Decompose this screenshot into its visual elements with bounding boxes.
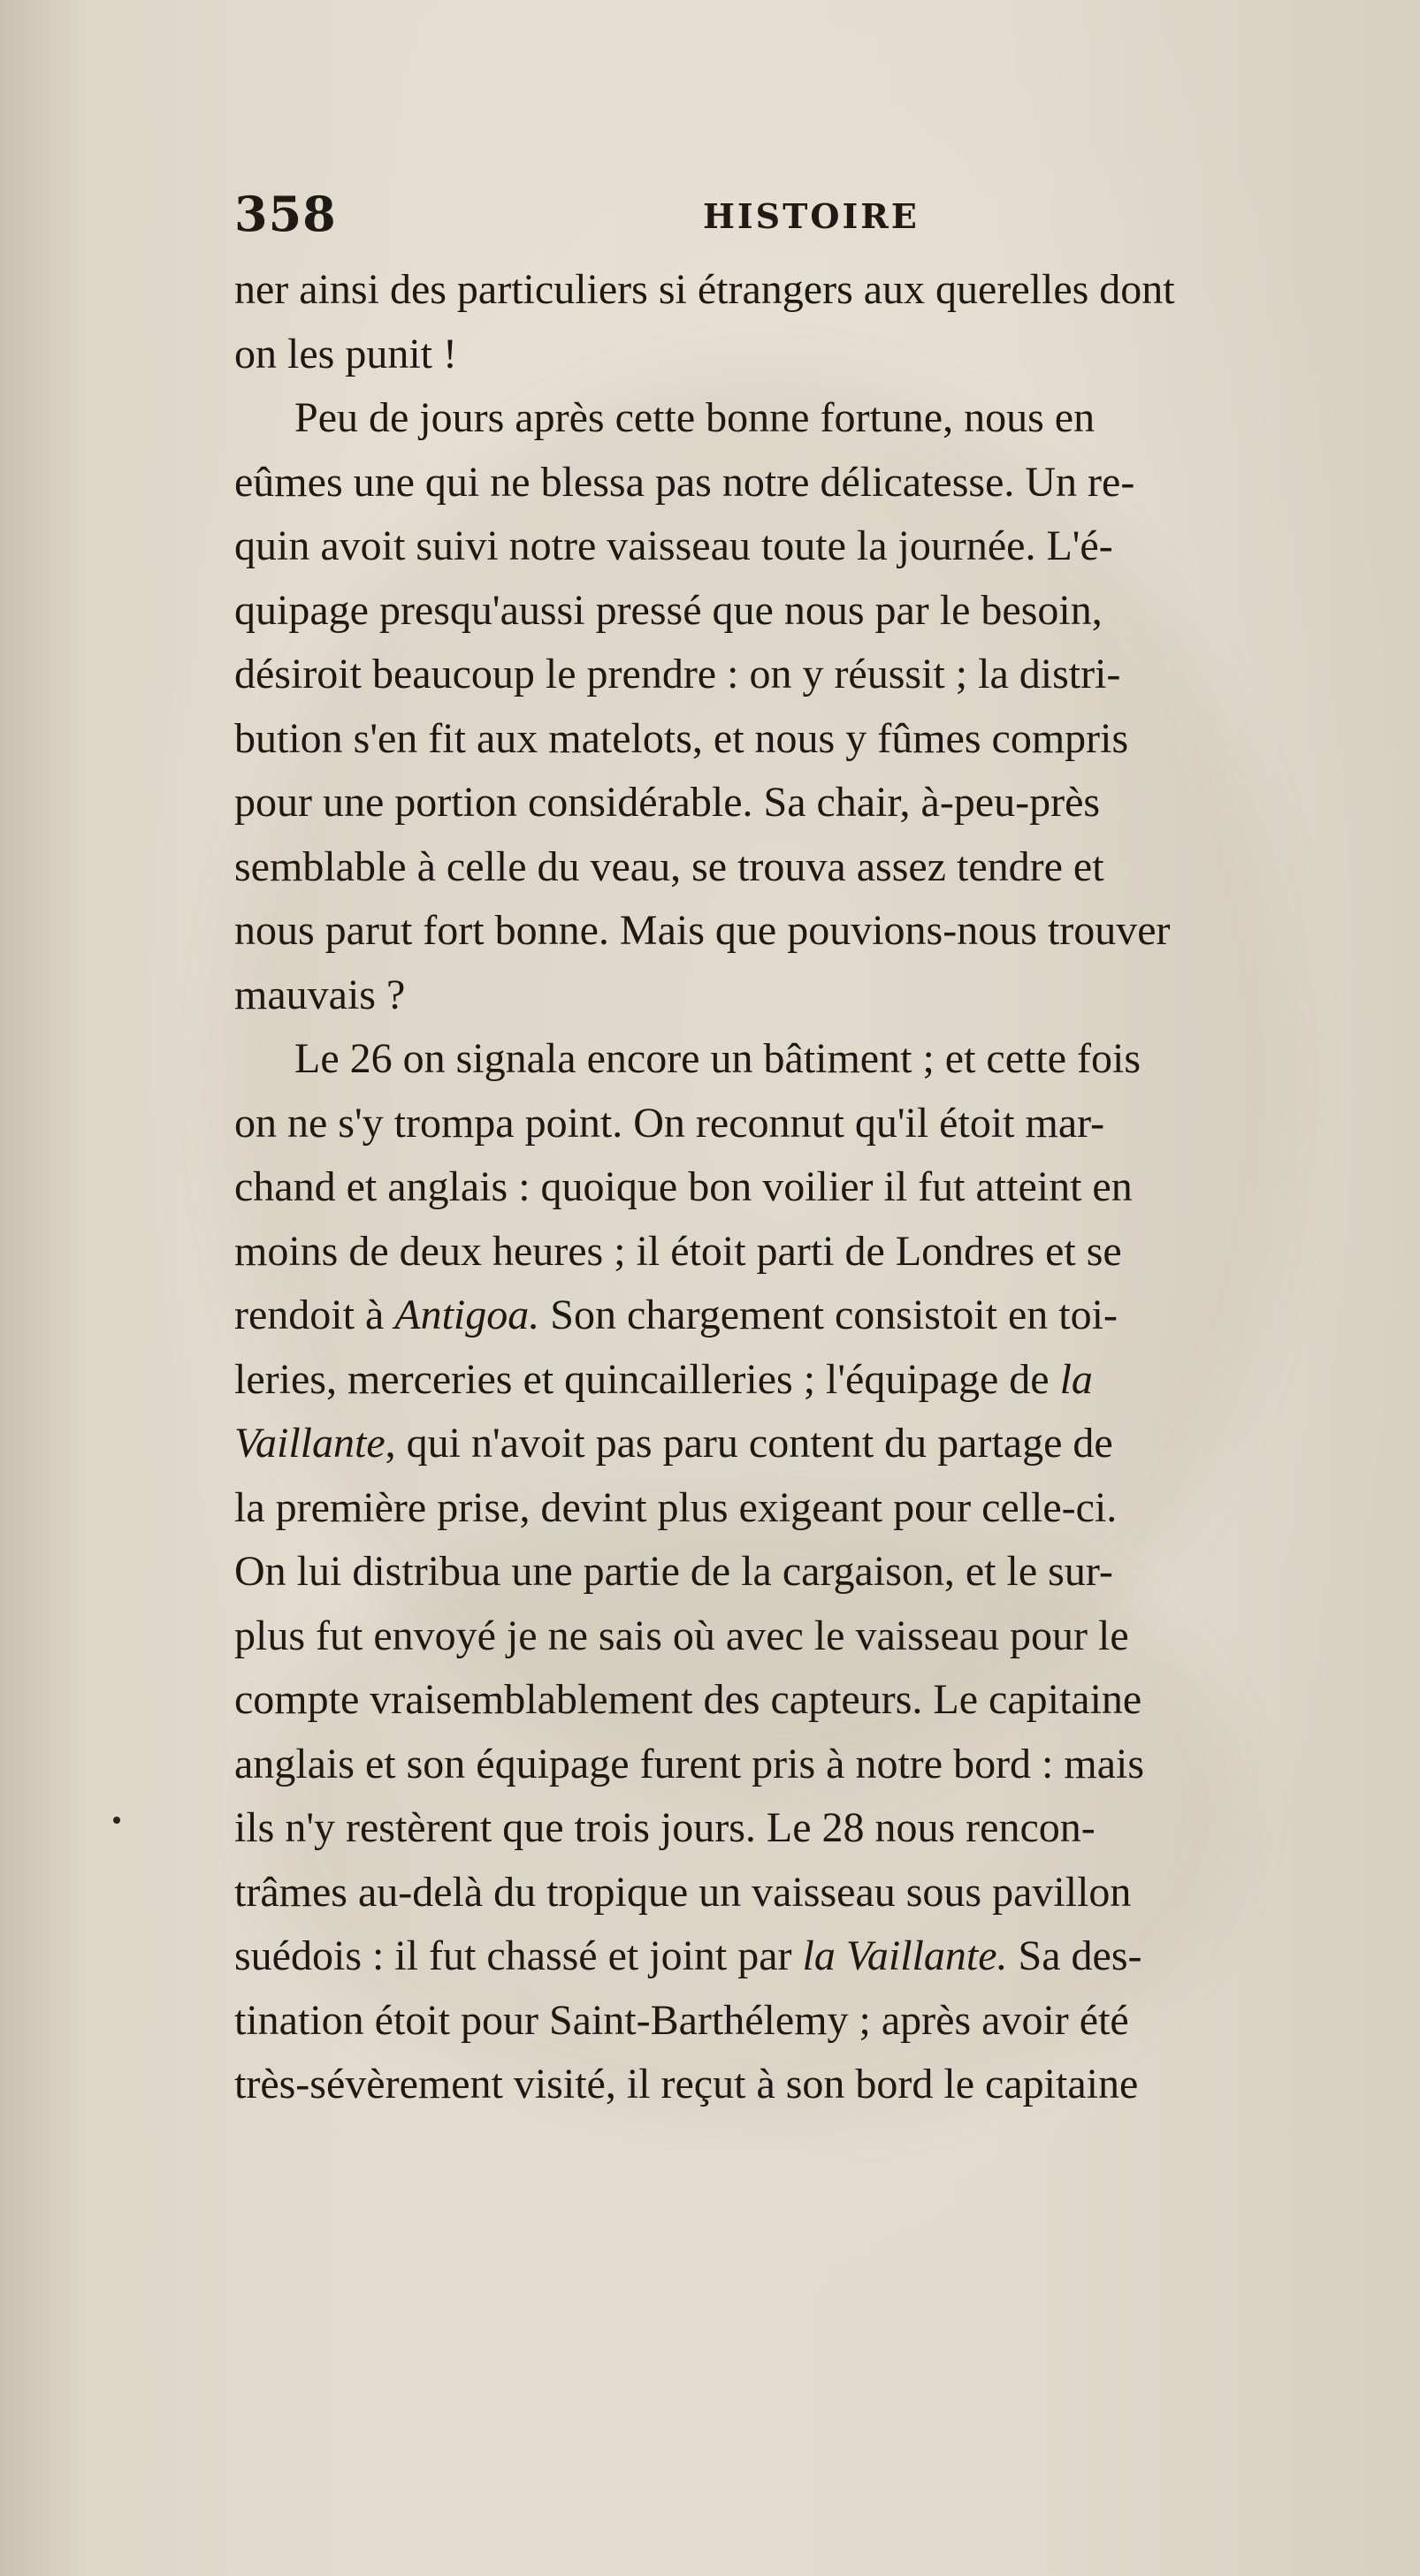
- text-line: nous parut fort bonne. Mais que pouvions-nous trouver: [234, 907, 1171, 954]
- italic-text: Antigoa.: [394, 1292, 540, 1338]
- text-line: compte vraisemblablement des capteurs. Le capitaine: [234, 1676, 1142, 1723]
- text-line: chand et anglais : quoique bon voilier il fut atteint en: [234, 1163, 1133, 1210]
- text-line: ils n'y restèrent que trois jours. Le 28 nous rencon-: [234, 1804, 1096, 1851]
- page-header: [234, 186, 1384, 248]
- body-text: [234, 258, 1375, 2117]
- page-number: 358: [234, 186, 337, 242]
- text-line: mauvais ?: [234, 971, 406, 1018]
- text-line: la première prise, devint plus exigeant pour celle-ci.: [234, 1483, 1118, 1531]
- italic-text: la Vaillante.: [802, 1932, 1008, 1979]
- text-line: moins de deux heures ; il étoit parti de Londres et se: [234, 1227, 1122, 1275]
- text-line: très-sévèrement visité, il reçut à son bord le capitaine: [234, 2061, 1139, 2107]
- text-line: pour une portion considérable. Sa chair, à-peu-près: [234, 779, 1101, 826]
- text-line: bution s'en fit aux matelots, et nous y fûmes compris: [234, 714, 1129, 762]
- text-line: On lui distribua une partie de la cargaison, et le sur-: [234, 1548, 1113, 1595]
- text-line: [234, 1284, 1375, 1348]
- italic-text: la: [1059, 1355, 1093, 1403]
- ink-speck: [113, 1817, 120, 1824]
- italic-text: Vaillante: [234, 1420, 386, 1467]
- running-head: HISTOIRE: [703, 196, 920, 236]
- text-line: semblable à celle du veau, se trouva assez tendre et: [234, 842, 1104, 890]
- text-line: [234, 1924, 1375, 1989]
- text-line: on ne s'y trompa point. On reconnut qu'il étoit mar-: [234, 1099, 1105, 1147]
- text-line: ner ainsi des particuliers si étrangers aux querelles dont: [234, 266, 1175, 313]
- text-line: Le 26 on signala encore un bâtiment ; et cette fois: [294, 1035, 1141, 1082]
- text-line: quin avoit suivi notre vaisseau toute la journée. L'é-: [234, 522, 1113, 569]
- text-line: désiroit beaucoup le prendre : on y réussit ; la distri-: [234, 651, 1121, 697]
- line-text: Son chargement consistoit en toi-: [539, 1292, 1118, 1338]
- text-line: Peu de jours après cette bonne fortune, nous en: [294, 394, 1096, 441]
- text-line: anglais et son équipage furent pris à notre bord : mais: [234, 1740, 1145, 1787]
- text-line: trâmes au-delà du tropique un vaisseau sous pavillon: [234, 1868, 1132, 1916]
- text-line: on les punit !: [234, 330, 457, 377]
- line-text: , qui n'avoit pas paru content du partage de: [385, 1420, 1113, 1467]
- line-text: suédois : il fut chassé et joint par: [234, 1932, 803, 1979]
- line-text: rendoit à: [234, 1292, 395, 1338]
- line-text: leries, merceries et quincailleries ; l'équipage de: [234, 1355, 1060, 1403]
- text-line: quipage presqu'aussi pressé que nous par le besoin,: [234, 586, 1103, 634]
- text-line: plus fut envoyé je ne sais où avec le vaisseau pour le: [234, 1612, 1129, 1659]
- text-line: [234, 1348, 1375, 1413]
- text-line: eûmes une qui ne blessa pas notre délicatesse. Un re-: [234, 458, 1135, 506]
- line-text: Sa des-: [1007, 1932, 1142, 1979]
- text-line: [234, 1412, 1375, 1476]
- text-line: tination étoit pour Saint-Barthélemy ; après avoir été: [234, 1996, 1129, 2044]
